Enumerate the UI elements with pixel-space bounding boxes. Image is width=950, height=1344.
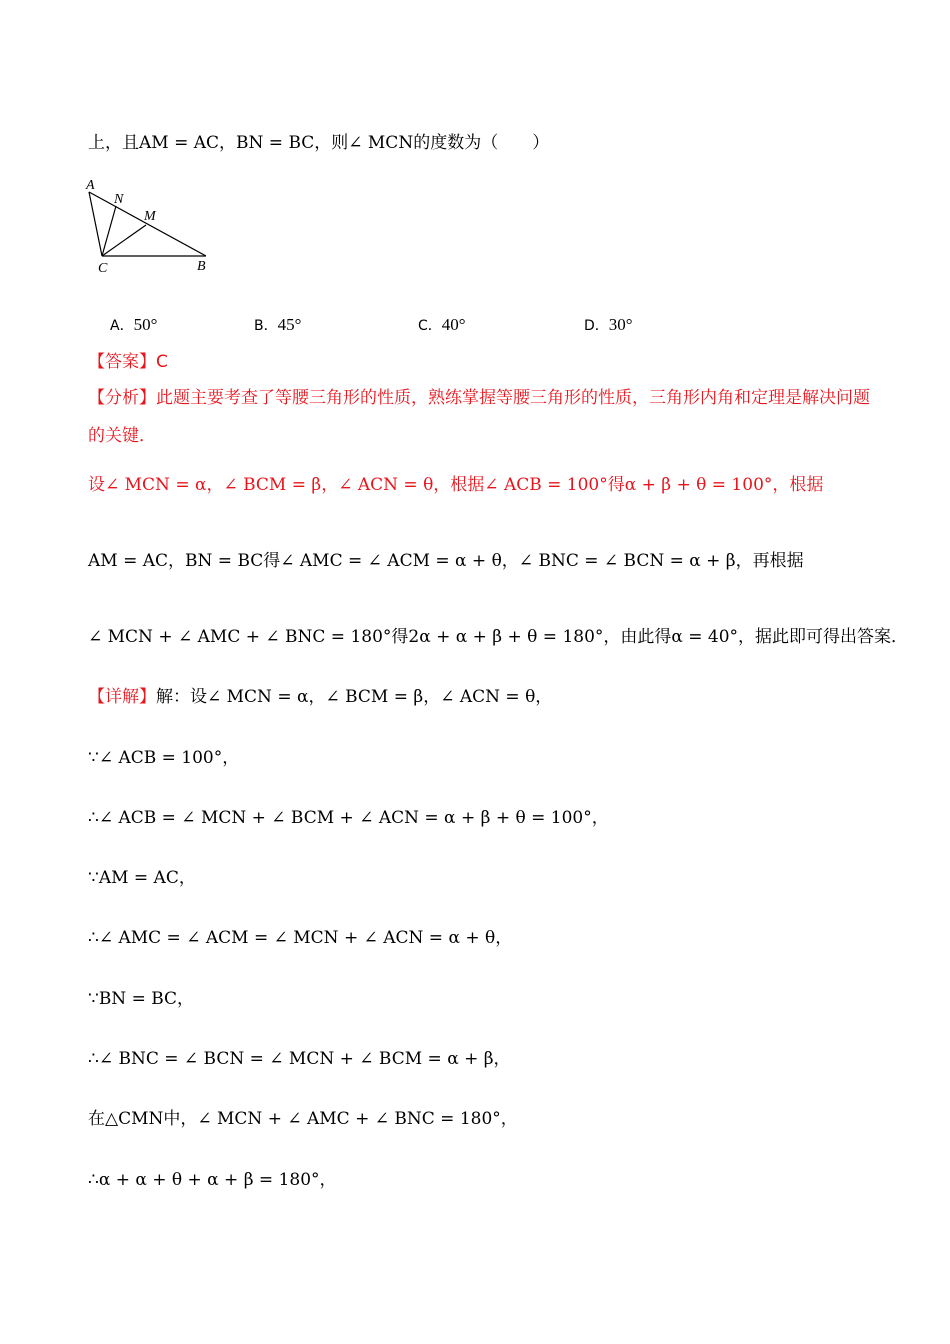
- analysis-tag: 【分析】: [88, 388, 156, 408]
- label-b: B: [197, 259, 206, 274]
- label-n: N: [114, 192, 124, 207]
- label-m: M: [144, 209, 156, 224]
- triangle-figure: [80, 172, 220, 277]
- analysis-line-2: 的关键．: [88, 426, 156, 446]
- answer-tag: 【答案】: [88, 352, 156, 372]
- analysis-step-1: 设∠ MCN = α，∠ BCM = β，∠ ACN = θ，根据∠ ACB = 100°得α + β + θ = 100°，根据: [88, 475, 824, 495]
- detail-line-4: ∵AM = AC，: [88, 868, 196, 888]
- detail-line-6: ∵BN = BC，: [88, 989, 195, 1009]
- answer-line: [88, 351, 168, 373]
- analysis-step-2: AM = AC，BN = BC得∠ AMC = ∠ ACM = α + θ，∠ BNC = ∠ BCN = α + β，再根据: [88, 551, 804, 571]
- segment-ab: [89, 192, 206, 256]
- option-d: D．30°: [584, 315, 633, 334]
- option-b: B．45°: [254, 315, 302, 334]
- detail-line-1: 【详解】解：设∠ MCN = α，∠ BCM = β，∠ ACN = θ，: [88, 687, 553, 707]
- detail-line-3: ∴∠ ACB = ∠ MCN + ∠ BCM + ∠ ACN = α + β + θ = 100°，: [88, 808, 609, 828]
- detail-line-2: ∵∠ ACB = 100°，: [88, 748, 240, 768]
- label-a: A: [86, 178, 95, 193]
- option-a: A．50°: [110, 315, 158, 334]
- analysis-step-3: ∠ MCN + ∠ AMC + ∠ BNC = 180°得2α + α + β + θ = 180°，由此得α = 40°，据此即可得出答案．: [88, 627, 909, 647]
- segment-ac: [89, 192, 102, 256]
- segment-cn: [102, 206, 116, 256]
- detail-tag: 【详解】: [88, 687, 156, 707]
- detail-line-5: ∴∠ AMC = ∠ ACM = ∠ MCN + ∠ ACN = α + θ，: [88, 928, 513, 948]
- analysis-line-1: 【分析】此题主要考查了等腰三角形的性质，熟练掌握等腰三角形的性质，三角形内角和定理是解决问题: [88, 388, 870, 408]
- label-c: C: [98, 261, 108, 276]
- detail-line-7: ∴∠ BNC = ∠ BCN = ∠ MCN + ∠ BCM = α + β，: [88, 1049, 511, 1069]
- segment-cm: [102, 225, 146, 256]
- answer-value: C: [156, 352, 168, 372]
- detail-line-9: ∴α + α + θ + α + β = 180°，: [88, 1170, 337, 1190]
- option-c: C．40°: [418, 315, 466, 334]
- question-text: 上，且AM = AC，BN = BC，则∠ MCN的度数为（ ）: [88, 133, 550, 153]
- detail-line-8: 在△CMN中，∠ MCN + ∠ AMC + ∠ BNC = 180°，: [88, 1109, 518, 1129]
